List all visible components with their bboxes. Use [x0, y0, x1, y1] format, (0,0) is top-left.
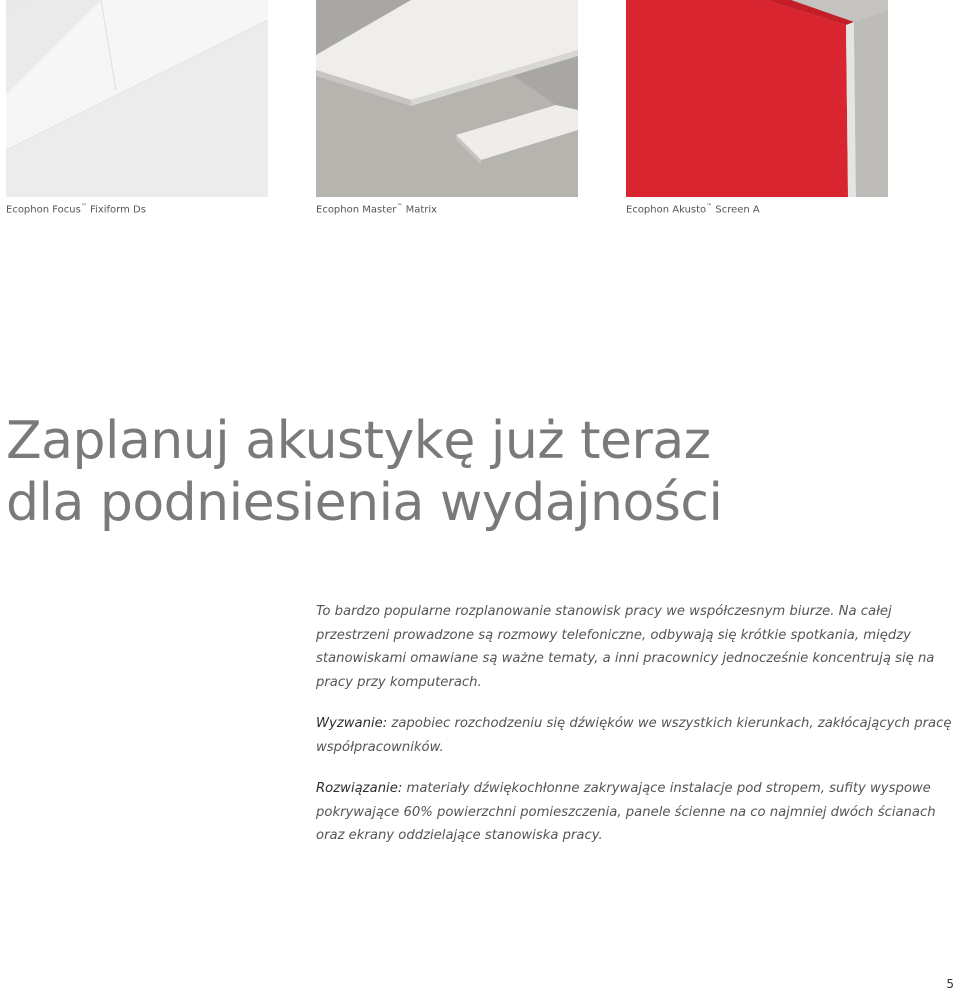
- challenge-label: Wyzwanie:: [316, 716, 388, 731]
- intro-paragraph: To bardzo popularne rozplanowanie stanowisk pracy we współczesnym biurze. Na całej przestrzeni prowadzone są rozmowy telefoniczne, odbywają się krótkie spotkania, między stanowiskami omawiane są ważne tematy, a inni pracownicy jednocześnie koncentrują się na pracy przy komputerach.: [316, 604, 935, 690]
- photo-caption: Ecophon Master™ Matrix: [316, 203, 438, 216]
- solution-text: materiały dźwiękochłonne zakrywające instalacje pod stropem, sufity wyspowe pokrywające 60% powierzchni pomieszczenia, panele ścienne na co najmniej dwóch ścianach oraz ekrany oddzielające stanowiska pracy.: [316, 781, 936, 843]
- page-title: [6, 410, 722, 534]
- page-number: 5: [946, 977, 954, 991]
- photo-caption: Ecophon Focus™ Fixiform Ds: [6, 203, 146, 216]
- challenge-text: zapobiec rozchodzeniu się dźwięków we wszystkich kierunkach, zakłócających pracę współpracowników.: [316, 716, 952, 755]
- solution-paragraph: [316, 777, 956, 848]
- challenge-paragraph: [316, 712, 956, 759]
- solution-label: Rozwiązanie:: [316, 781, 403, 796]
- photo-caption: Ecophon Akusto™ Screen A: [626, 203, 760, 216]
- photo-focus-fixiform: [6, 0, 268, 197]
- photo-master-matrix: [316, 0, 578, 197]
- title-line: Zaplanuj akustykę już teraz: [6, 411, 711, 471]
- photo-akusto-screen: [626, 0, 888, 197]
- body-text: [316, 600, 956, 866]
- title-line: dla podniesienia wydajności: [6, 473, 723, 533]
